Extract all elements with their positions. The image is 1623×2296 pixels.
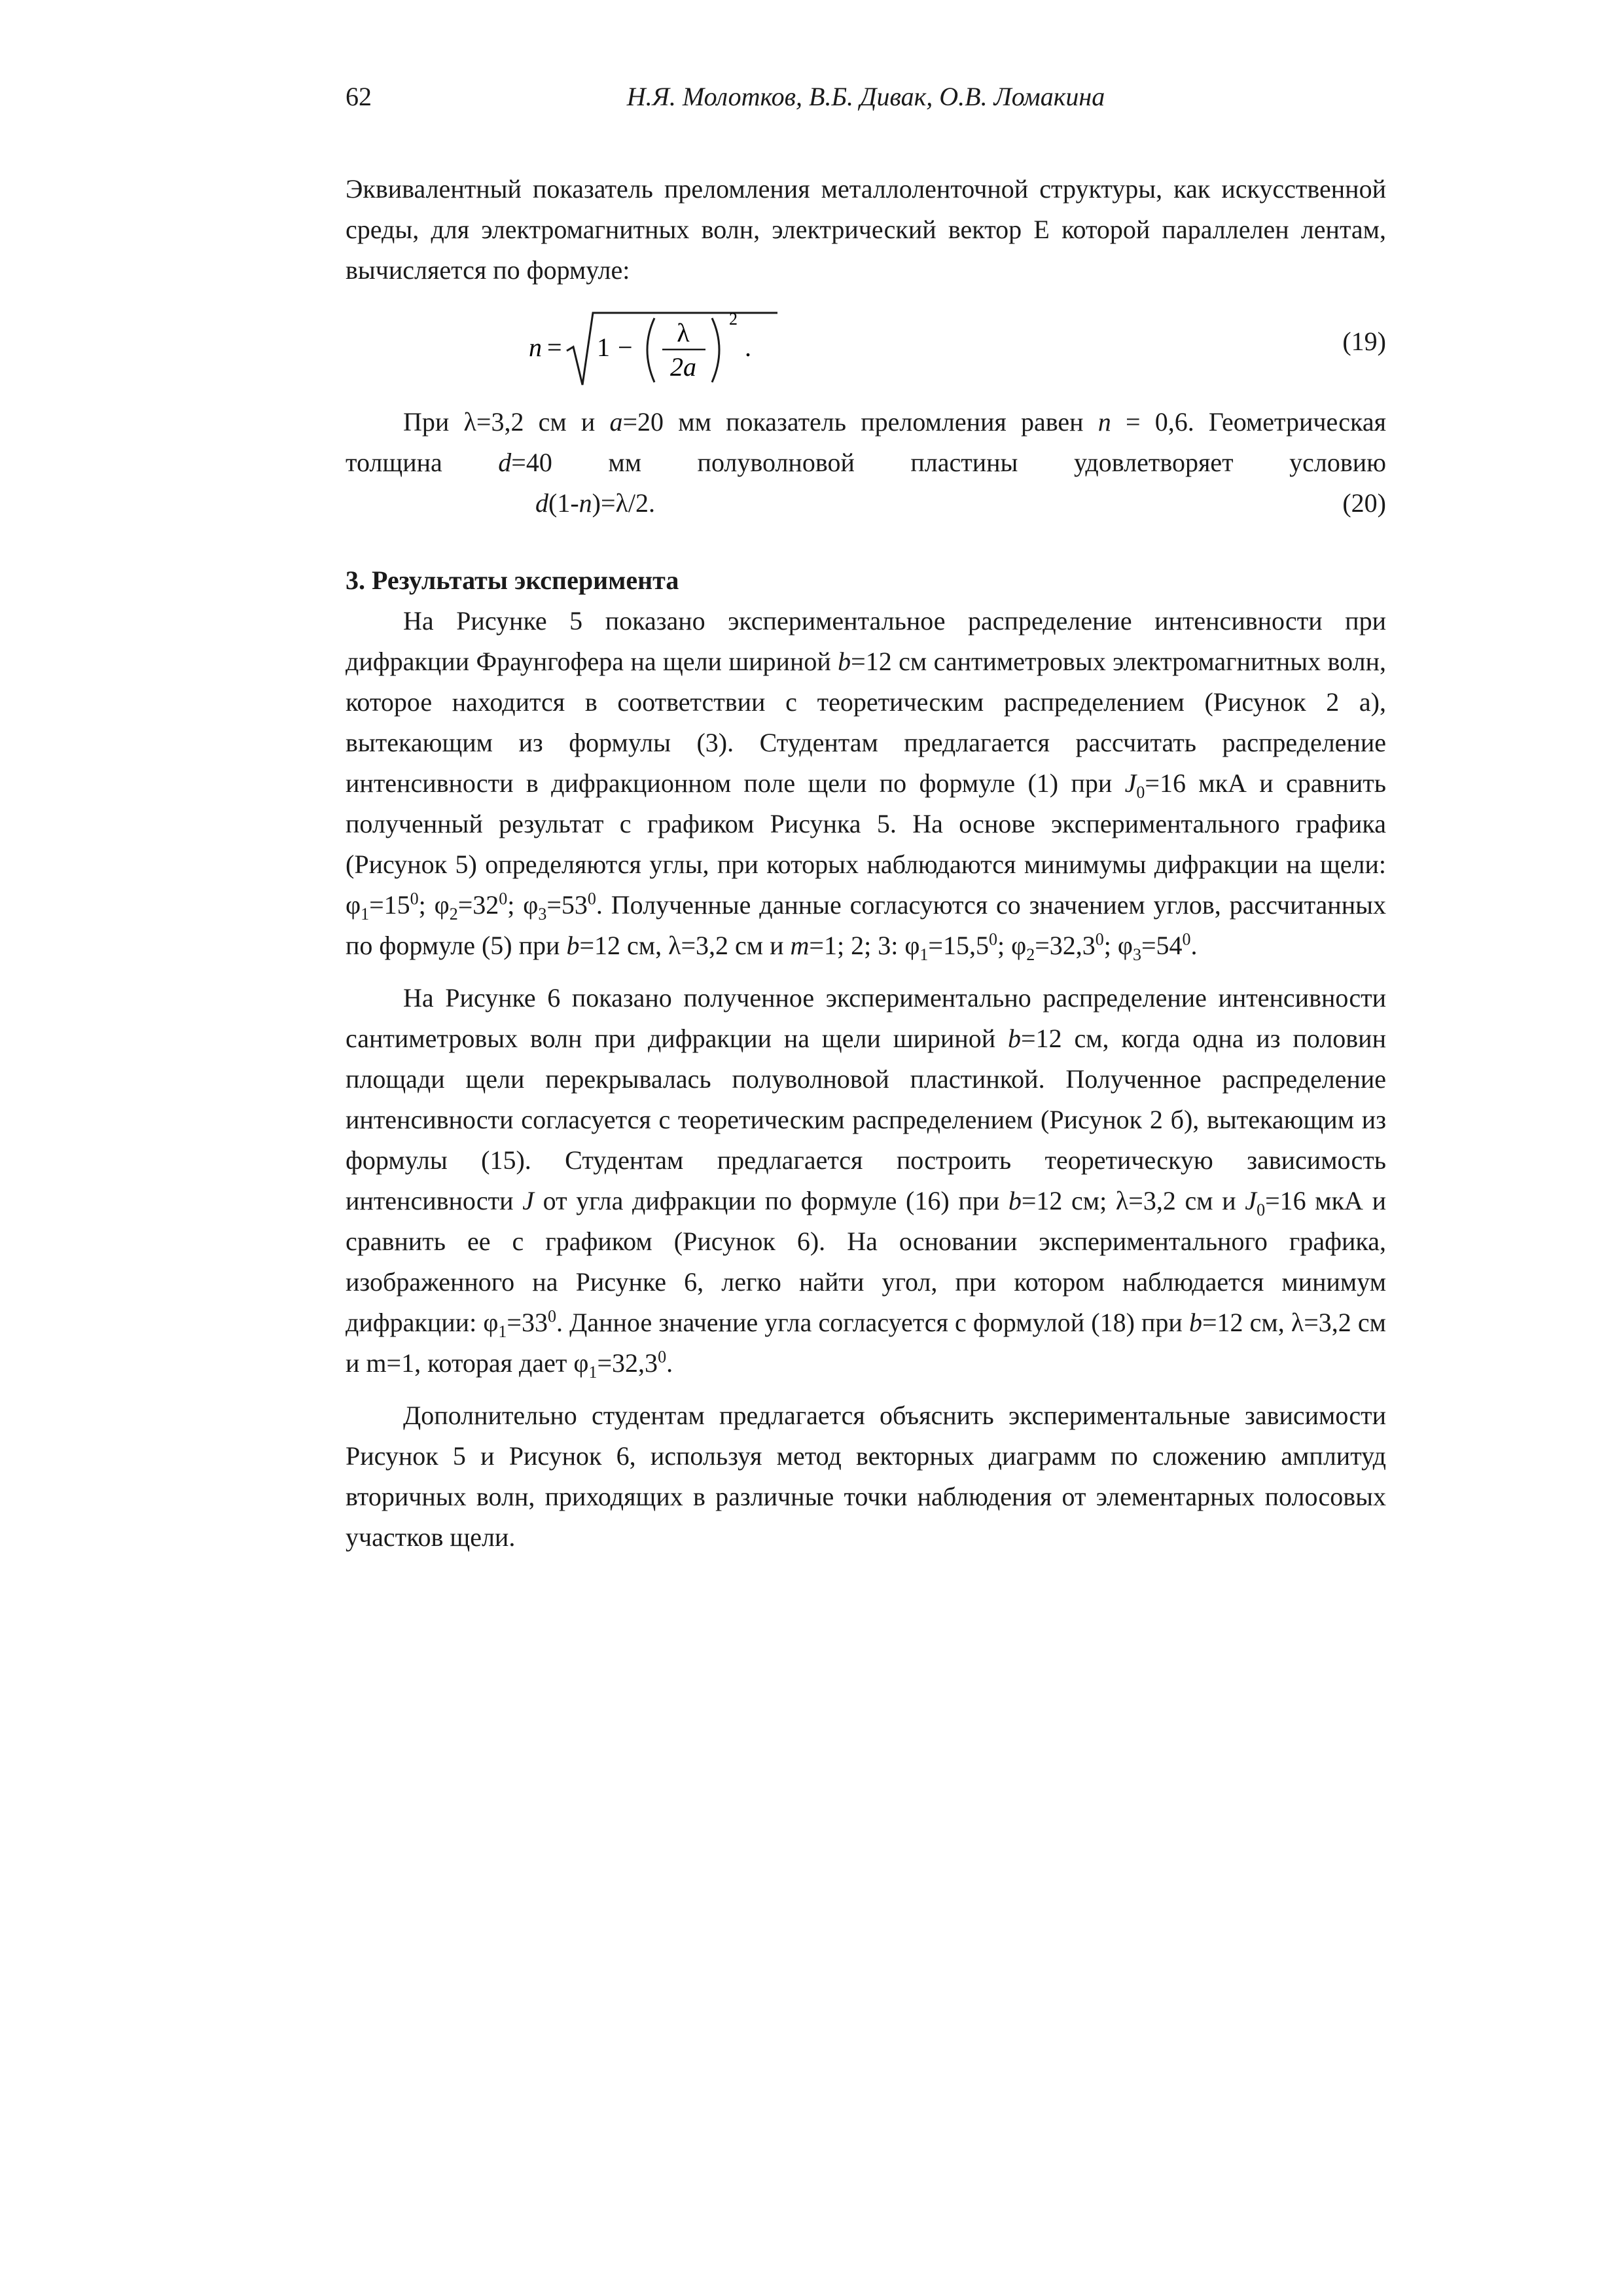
formula-19-dot: . (745, 332, 751, 362)
results-paragraph-1: На Рисунке 5 показано экспериментальное распределение интенсивности при дифракции Фраунгофера на щели шириной b=12 см сантиметровых электромагнитных волн, которое находится в соответствии с теоретическим распределением (Рисунок 2 а), вытекающим из формулы (3). Студентам предлагается рассчитать распределение интенсивности в дифракционном поле щели по формуле (1) при $J_0=16$ мкА и сравнить полученный результат с графиком Рисунка 5. На основе экспериментального графика (Рисунок 5) определяются углы, при которых наблюдаются минимумы дифракции на щели: $\varphi_1=15^0$; $\varphi_2=32^0$; $\varphi_3=53^0$. Полученные данные согласуются со значением углов, рассчитанных по формуле (5) при b=12 см, λ=3,2 см и m=1; 2; 3: $\varphi_1=15,5^0$; $\varphi_2=32,3^0$; $\varphi_3=54^0$. (346, 606, 1386, 964)
page-body (346, 169, 1386, 1558)
formula-19-numerator: λ (677, 318, 690, 348)
running-head: Н.Я. Молотков, В.Б. Дивак, О.В. Ломакина (626, 82, 1105, 111)
condition-paragraph: При λ=3,2 см и a=20 мм показатель преломления равен n = 0,6. Геометрическая толщина d=40 мм полуволновой пластины удовлетворяет условию (346, 407, 1387, 477)
formula-19-minus: − (618, 332, 633, 362)
formula-19-n: n (529, 332, 542, 362)
page-header (346, 77, 1386, 117)
intro-paragraph: Эквивалентный показатель преломления металлоленточной структуры, как искусственной среды, для электромагнитных волн, электрический вектор E которой параллелен лентам, вычисляется по формуле: (346, 174, 1386, 285)
results-paragraph-3: Дополнительно студентам предлагается объяснить экспериментальные зависимости Рисунок 5 и Рисунок 6, используя метод векторных диаграмм по сложению амплитуд вторичных волн, приходящих в различные точки наблюдения от элементарных полосовых участков щели. (346, 1401, 1386, 1552)
results-paragraph-2: На Рисунке 6 показано полученное экспериментально распределение интенсивности сантиметровых волн при дифракции на щели шириной b=12 см, когда одна из половин площади щели перекрывалась полуволновой пластинкой. Полученное распределение интенсивности согласуется с теоретическим распределением (Рисунок 2 б), вытекающим из формулы (15). Студентам предлагается построить теоретическую зависимость интенсивности J от угла дифракции по формуле (16) при b=12 см; λ=3,2 см и $J_0=16$ мкА и сравнить ее с графиком (Рисунок 6). На основании экспериментального графика, изображенного на Рисунке 6, легко найти угол, при котором наблюдается минимум дифракции: $\varphi_1=33^0$. Данное значение угла согласуется с формулой (18) при b=12 см, λ=3,2 см и m=1, которая дает $\varphi_1=32,3^0$. (346, 983, 1386, 1382)
section-title: 3. Результаты эксперимента (346, 565, 679, 595)
right-paren (712, 318, 719, 382)
formula-19-eq: = (547, 332, 562, 362)
formula-19-expression (529, 298, 921, 390)
page-number: 62 (346, 82, 372, 111)
formula-19-denominator: 2a (670, 352, 696, 382)
formula-19-exponent: 2 (729, 310, 738, 329)
formula-20-label: (20) (1342, 488, 1386, 518)
left-paren (647, 318, 654, 382)
formula-19-label: (19) (1342, 327, 1386, 356)
formula-19-one: 1 (597, 332, 610, 362)
formula-20-expression: d(1-n)=λ/2. (535, 488, 656, 518)
formula-20 (346, 483, 1386, 524)
formula-19 (346, 298, 1386, 390)
